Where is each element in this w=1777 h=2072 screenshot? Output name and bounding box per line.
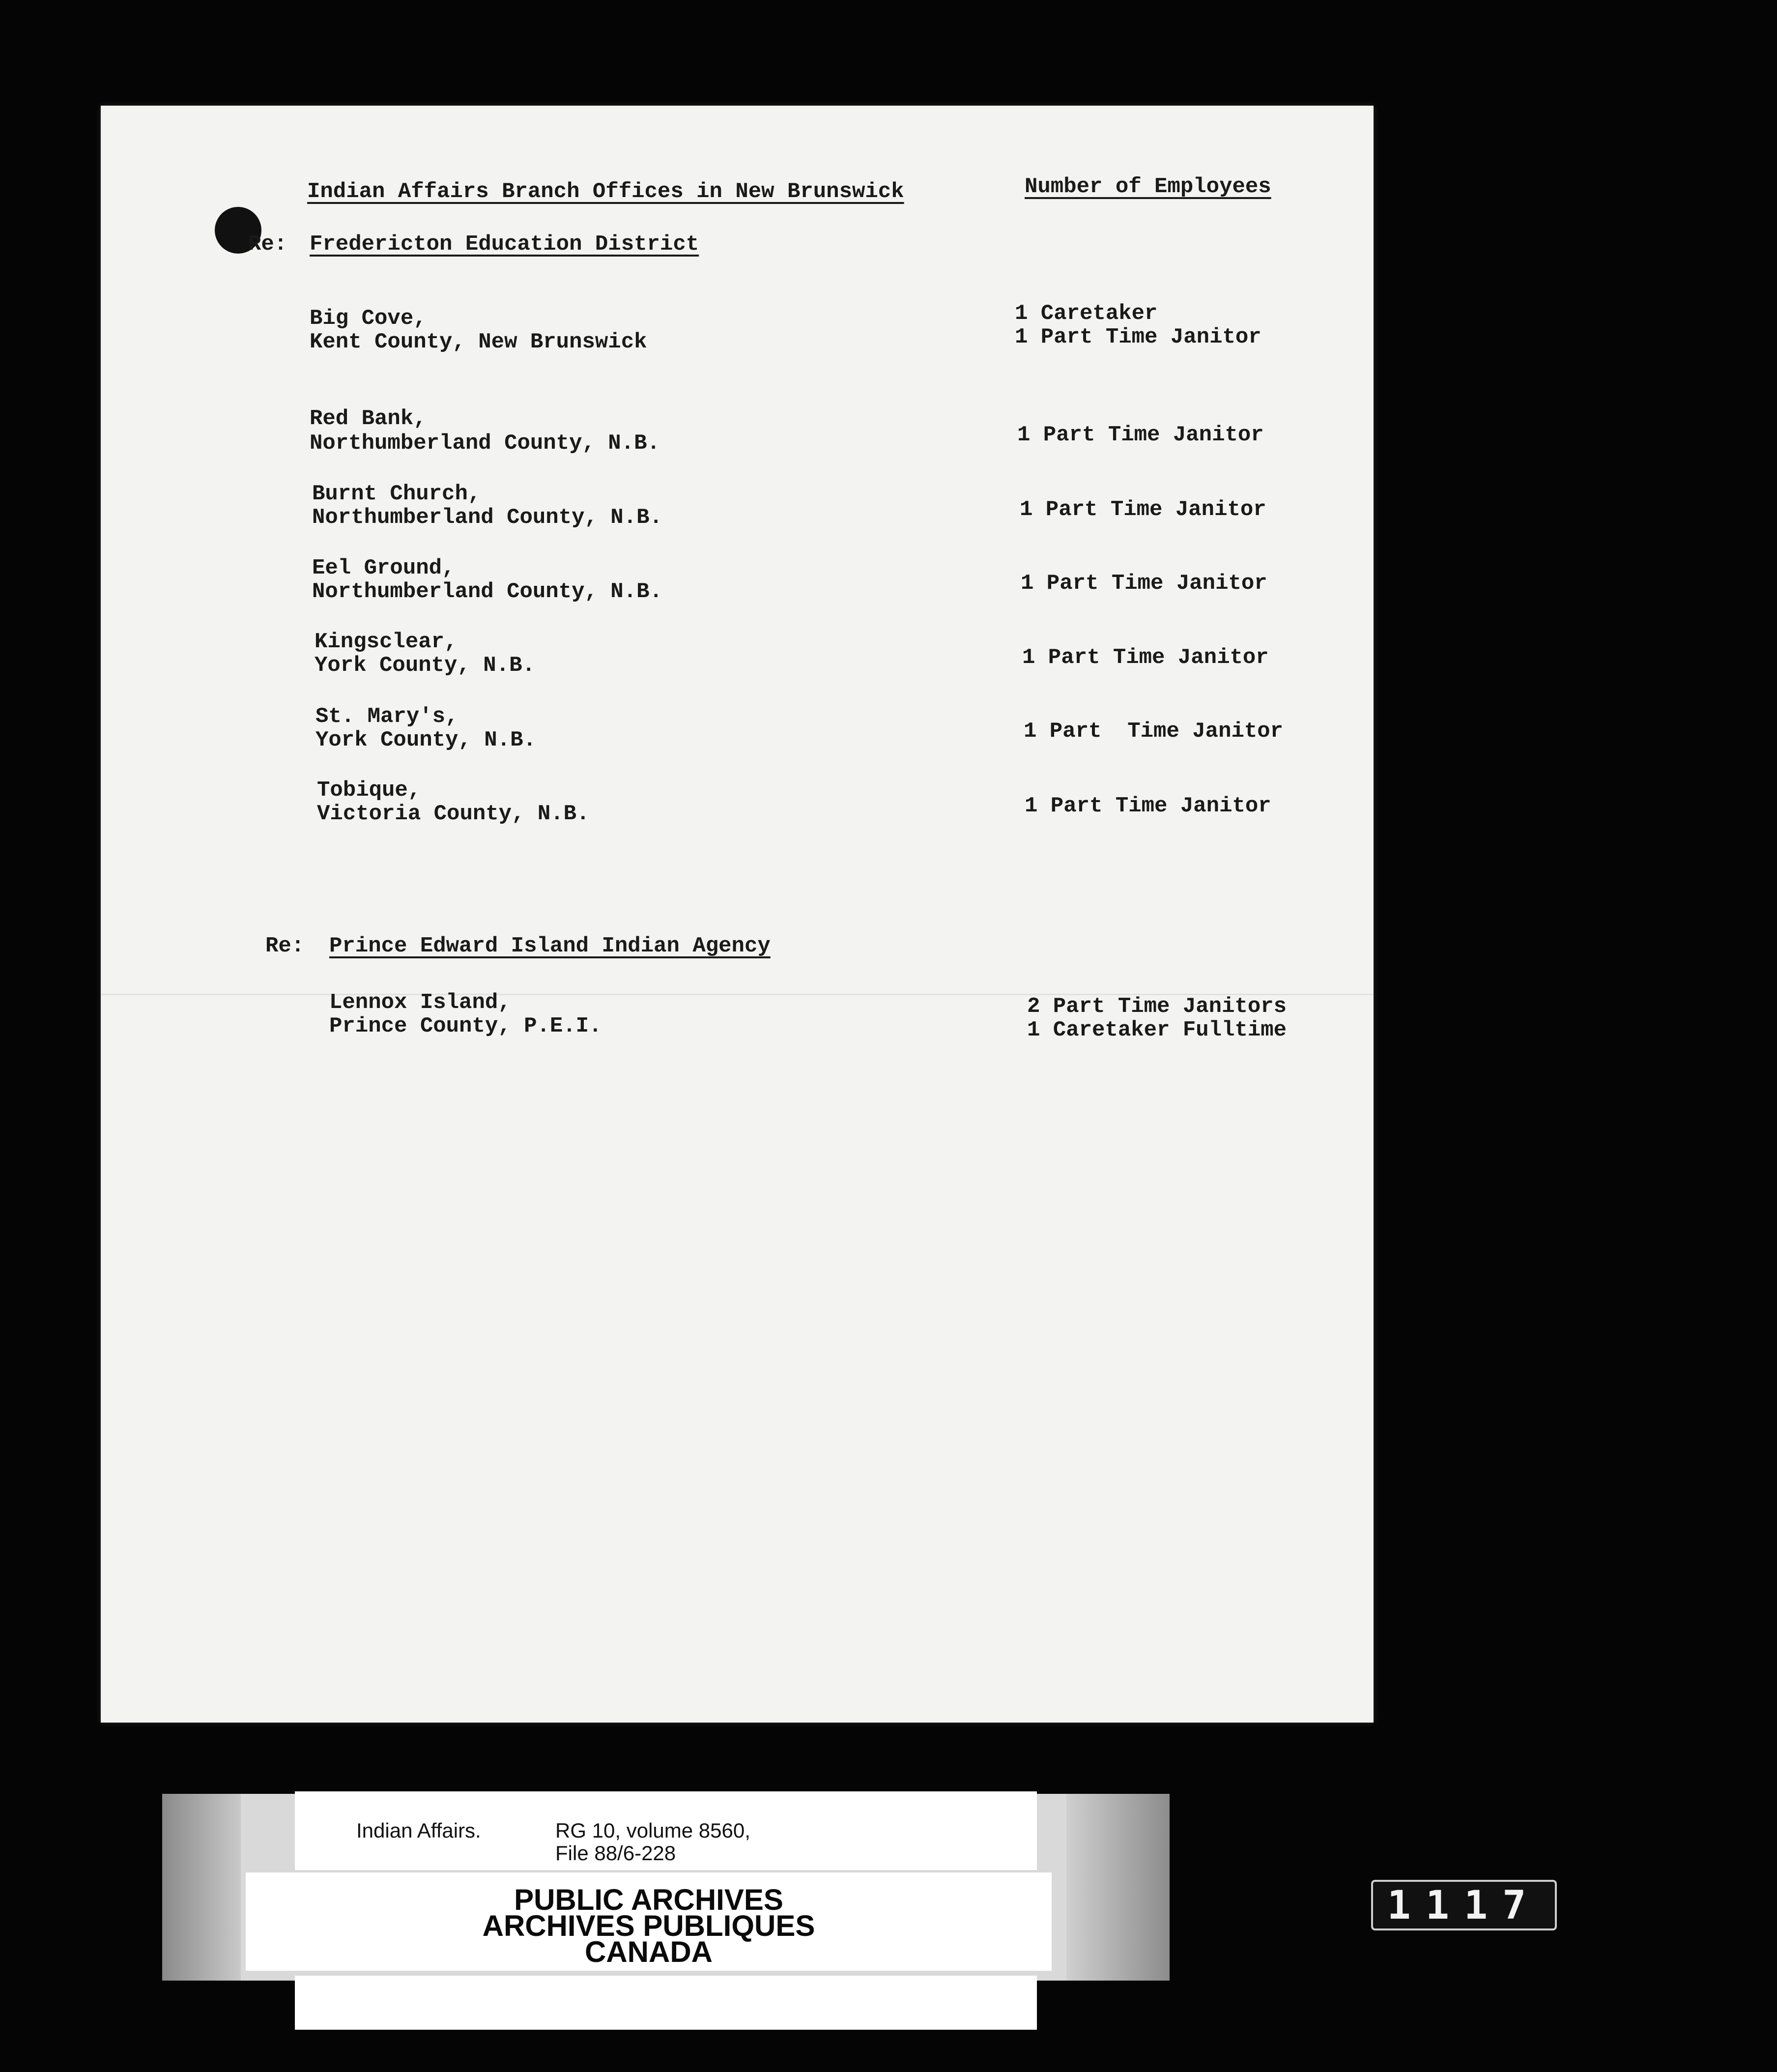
section1-prefix: Re:: [248, 232, 287, 257]
entry-staff: 1 Part Time Janitor: [1015, 325, 1261, 349]
entry-county: York County, N.B.: [315, 653, 535, 678]
entry-county: Northumberland County, N.B.: [310, 431, 660, 456]
entry-staff: 1 Part Time Janitor: [1025, 794, 1271, 818]
heading-left: Indian Affairs Branch Offices in New Brunswick: [307, 179, 904, 204]
entry-county: Northumberland County, N.B.: [312, 579, 662, 604]
archive-reference-line2: File 88/6-228: [555, 1842, 676, 1865]
entry-place: Big Cove,: [310, 306, 427, 331]
entry-place: Tobique,: [317, 778, 421, 803]
entry-staff: 1 Caretaker Fulltime: [1027, 1018, 1287, 1042]
entry-staff: 1 Part Time Janitor: [1020, 497, 1266, 522]
entry-county: Prince County, P.E.I.: [329, 1014, 602, 1038]
archive-line1: PUBLIC ARCHIVES: [514, 1883, 783, 1916]
entry-county: Kent County, New Brunswick: [310, 330, 647, 354]
archive-fonds: Indian Affairs.: [356, 1819, 481, 1842]
strip-edge-right: [1066, 1794, 1170, 1981]
entry-place: Kingsclear,: [315, 630, 458, 654]
archive-line3: CANADA: [585, 1935, 713, 1968]
document-page: [101, 106, 1374, 1723]
entry-staff: 1 Part Time Janitor: [1017, 423, 1264, 447]
strip-edge-left: [162, 1794, 241, 1981]
entry-place: Red Bank,: [310, 406, 427, 431]
entry-place: Eel Ground,: [312, 556, 455, 580]
section1-title: Fredericton Education District: [310, 232, 699, 257]
heading-right: Number of Employees: [1025, 174, 1271, 199]
entry-staff: 1 Caretaker: [1015, 301, 1158, 326]
section2-title: Prince Edward Island Indian Agency: [329, 934, 771, 958]
archive-reference-line1: RG 10, volume 8560,: [555, 1819, 750, 1842]
entry-county: Northumberland County, N.B.: [312, 505, 662, 530]
entry-place: Lennox Island,: [329, 990, 511, 1015]
entry-county: Victoria County, N.B.: [317, 802, 590, 826]
entry-staff: 1 Part Time Janitor: [1024, 719, 1284, 744]
entry-staff: 1 Part Time Janitor: [1021, 571, 1267, 596]
archive-line2: ARCHIVES PUBLIQUES: [482, 1909, 815, 1942]
entry-staff: 1 Part Time Janitor: [1022, 645, 1269, 670]
section2-prefix: Re:: [265, 934, 305, 958]
archive-bottom-card: [295, 1976, 1037, 2030]
entry-staff: 2 Part Time Janitors: [1027, 994, 1287, 1019]
entry-county: York County, N.B.: [315, 728, 536, 752]
frame-counter: 1117: [1371, 1880, 1557, 1930]
entry-place: Burnt Church,: [312, 482, 481, 506]
entry-place: St. Mary's,: [315, 704, 459, 729]
